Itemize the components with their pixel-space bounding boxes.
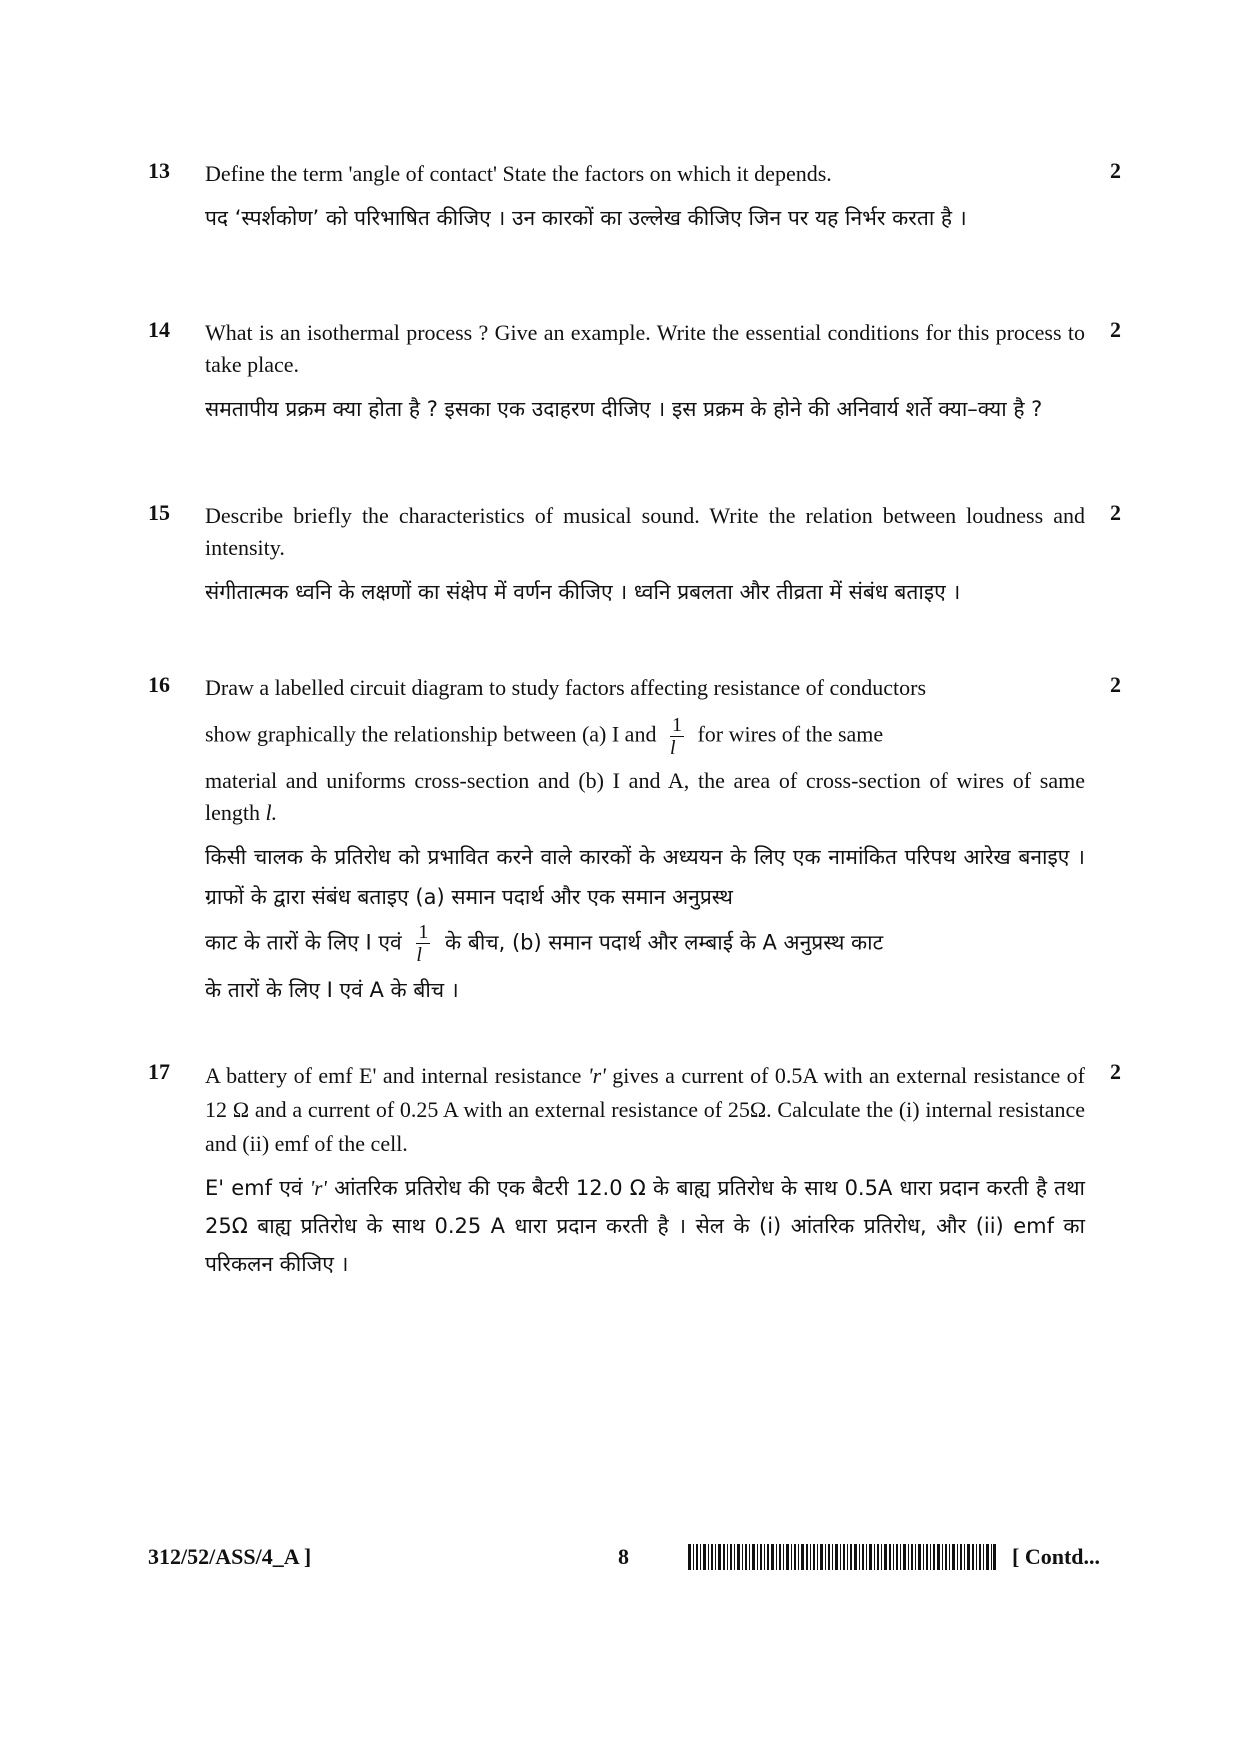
question-number: 16 xyxy=(148,672,170,697)
question-number: 14 xyxy=(148,317,170,342)
question-text-hindi-line-1: किसी चालक के प्रतिरोध को प्रभावित करने वाले कारकों के अध्ययन के लिए एक नामांकित परिपथ आरेख बनाइए । ग्राफों के द्वारा संबंध बताइए (a) समान पदार्थ और एक समान अनुप्रस्थ xyxy=(205,845,1085,909)
question-text-hindi-line-2 xyxy=(205,921,1085,966)
variable-l: l. xyxy=(265,800,278,825)
question-marks: 2 xyxy=(1110,1059,1121,1084)
question-text-hindi: पद ‘स्पर्शकोण’ को परिभाषित कीजिए । उन कारकों का उल्लेख कीजिए जिन पर यह निर्भर करता है । xyxy=(205,206,967,230)
question-marks: 2 xyxy=(1110,672,1121,697)
question-text-english: Describe briefly the characteristics of musical sound. Write the relation between loudness and intensity. xyxy=(205,503,1085,560)
question-marks: 2 xyxy=(1110,158,1121,183)
question-body xyxy=(205,1059,1085,1283)
text-segment: material and uniforms cross-section and (b) I and A, the area of cross-section of wires of same length xyxy=(205,768,1085,825)
text-segment: for wires of the same xyxy=(697,721,884,747)
fraction-one-over-l xyxy=(670,714,684,759)
text-segment: show graphically the relationship between (a) I and xyxy=(205,721,657,747)
text-segment: आंतरिक प्रतिरोध की एक बैटरी 12.0 Ω के बाह्य प्रतिरोध के साथ 0.5A धारा प्रदान करती है तथा 25Ω बाह्य प्रतिरोध के साथ 0.25 A धारा प्रदान करती है । सेल के (i) आंतरिक प्रतिरोध, और (ii) emf का परिकलन कीजिए । xyxy=(205,1176,1085,1276)
fraction-one-over-l xyxy=(416,921,430,966)
question-body xyxy=(205,500,1085,612)
page-footer xyxy=(148,1540,1128,1580)
text-segment: gives a current of 0.5A with an external resistance of 12 Ω and a current of 0.25 A with an external resistance of 25Ω. Calculate the (i) internal resistance and (ii) emf of the cell. xyxy=(205,1063,1086,1156)
fraction-numerator: 1 xyxy=(671,714,682,736)
fraction-denominator: l xyxy=(669,737,676,759)
question-text-english xyxy=(205,1059,1085,1161)
continued-label: [ Contd... xyxy=(1012,1544,1101,1569)
question-text-english: Define the term 'angle of contact' State the factors on which it depends. xyxy=(205,161,832,186)
question-marks: 2 xyxy=(1110,317,1121,342)
text-segment: E' emf एवं xyxy=(205,1176,303,1200)
question-number: 17 xyxy=(148,1059,170,1084)
fraction-numerator: 1 xyxy=(418,921,429,943)
question-text-english-line-2 xyxy=(205,714,1085,759)
question-number: 15 xyxy=(148,500,170,525)
fraction-denominator: l xyxy=(416,944,422,966)
question-body xyxy=(205,158,1085,238)
question-marks: 2 xyxy=(1110,500,1121,525)
question-text-hindi: संगीतात्मक ध्वनि के लक्षणों का संक्षेप में वर्णन कीजिए । ध्वनि प्रबलता और तीव्रता में संबंध बताइए । xyxy=(205,580,961,604)
paper-code: 312/52/ASS/4_A ] xyxy=(148,1544,312,1569)
text-segment: के बीच, (b) समान पदार्थ और लम्बाई के A अनुप्रस्थ काट xyxy=(445,930,884,955)
variable-r: 'r' xyxy=(587,1063,606,1088)
question-body xyxy=(205,672,1085,1010)
text-segment: काट के तारों के लिए I एवं xyxy=(205,930,402,955)
question-text-hindi xyxy=(205,1169,1085,1283)
page-number: 8 xyxy=(618,1544,629,1569)
question-number: 13 xyxy=(148,158,170,183)
variable-r: 'r' xyxy=(309,1176,327,1200)
question-text-english-line-1: Draw a labelled circuit diagram to study factors affecting resistance of conductors xyxy=(205,675,927,700)
question-text-hindi-line-3: के तारों के लिए I एवं A के बीच । xyxy=(205,978,459,1002)
question-text-hindi: समतापीय प्रक्रम क्या होता है ? इसका एक उदाहरण दीजिए । इस प्रक्रम के होने की अनिवार्य शर्ते क्या–क्या है ? xyxy=(205,397,1043,421)
text-segment: A battery of emf E' and internal resistance xyxy=(205,1063,582,1088)
barcode xyxy=(688,1544,996,1570)
question-text-english: What is an isothermal process ? Give an example. Write the essential conditions for this process to take place. xyxy=(205,320,1085,377)
question-text-english-line-3 xyxy=(205,765,1085,829)
question-body xyxy=(205,317,1085,429)
